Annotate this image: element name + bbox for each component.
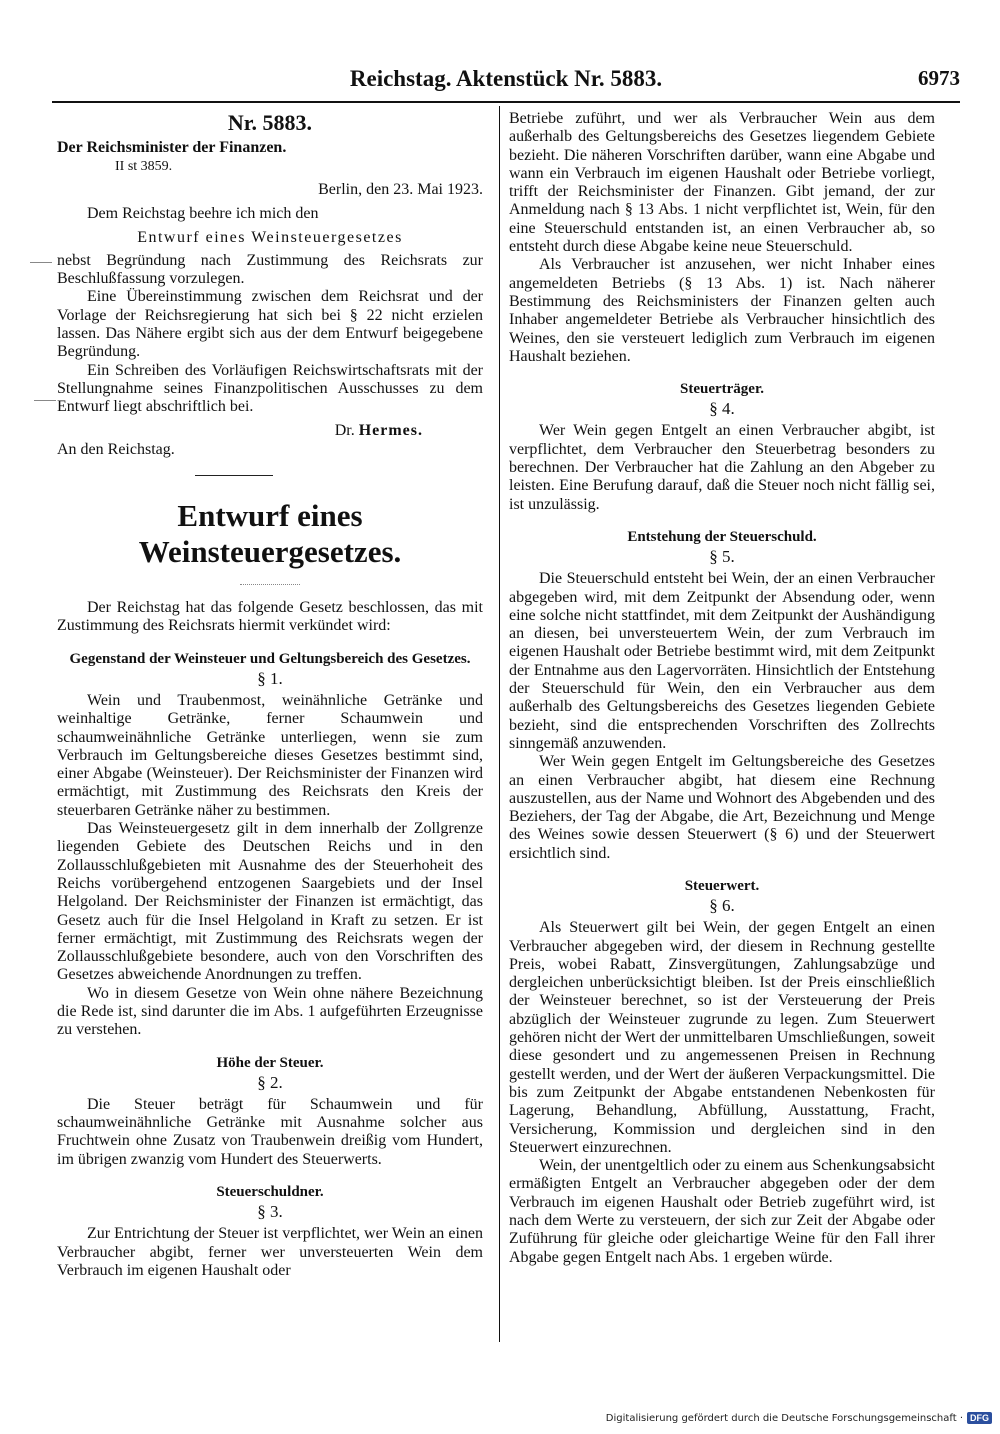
paragraph-number: § 6. [709,895,735,915]
credit-text: Digitalisierung gefördert durch die Deutsche Forschungsgemeinschaft · [605,1412,963,1424]
signature [57,422,483,440]
draft-heading: Entwurf eines Weinsteuergesetzes. [138,498,402,570]
letter-paragraph: Ein Schreiben des Vorläufigen Reichswirtschaftsrats mit der Stellungnahme seines Finanzpolitischen Ausschusses zu dem Entwurf liegt abschriftlich bei. [57,361,483,416]
law-paragraph: Wein und Traubenmost, weinähnliche Getränke und weinhaltige Getränke, ferner Schaumwein und schaumweinähnliche Getränke unterliegen, wenn sie zum Verbrauch im Geltungsbereiche dieses Gesetzes bestimmt sind, einer Abgabe (Weinsteuer). Der Reichsminister der Finanzen wird ermächtigt, mit Zustimmung des Reichsrats den Kreis der steuerbaren Getränke näher zu bestimmen. [57,691,483,819]
salutation: Dem Reichstag beehre ich mich den [87,205,319,223]
section-heading: Steuerwert. [684,877,760,894]
law-paragraph: Wo in diesem Gesetze von Wein ohne nähere Bezeichnung die Rede ist, sind darunter die im Abs. 1 aufgeführten Erzeugnisse zu verstehen. [57,984,483,1039]
column-divider [499,106,500,1342]
section-heading: Steuerschuldner. [216,1184,324,1201]
section-heading: Gegenstand der Weinsteuer und Geltungsbereich des Gesetzes. [69,650,471,667]
page-number: 6973 [918,66,960,90]
draft-title-spaced: Entwurf eines Weinsteuergesetzes [137,229,403,247]
section-heading: Steuerträger. [680,381,764,398]
paragraph-number: § 1. [257,668,283,688]
paragraph-number: § 4. [709,399,735,419]
law-paragraph: Zur Entrichtung der Steuer ist verpflichtet, wer Wein an einen Verbraucher abgibt, ferner wer unversteuerten Wein dem Verbrauch im eigenen Haushalt oder [57,1225,483,1279]
reference-number: II st 3859. [115,158,173,174]
letter-paragraph: nebst Begründung nach Zustimmung des Reichsrats zur Beschlußfassung vorzulegen. [57,251,483,288]
paragraph-number: § 5. [709,546,735,566]
paragraph-number: § 2. [257,1072,283,1092]
law-paragraph: Wein, der unentgeltlich oder zu einem aus Schenkungsabsicht ermäßigten Entgelt an Verbraucher abgegeben oder der dem Verbrauch im eigenen Haushalt oder Betrieb zugeführt wird, ist nach dem Werte zu versteuern, der sich zur Zeit der Abgabe oder Zuführung für gleiche oder gleichartige Weine für den Fall ihrer Abgabe gegen Entgelt nach Abs. 1 ergeben würde. [509,1157,935,1266]
law-paragraph: Wer Wein gegen Entgelt an einen Verbraucher abgibt, ist verpflichtet, dem Verbraucher den Steuerbetrag besonders zu berechnen. Der Verbraucher hat die Zahlung an den Abgeber zu leisten. Eine Berufung darauf, daß die Steuer noch nicht fällig sei, ist unzulässig. [509,422,935,513]
law-paragraph: Wer Wein gegen Entgelt im Geltungsbereiche des Gesetzes an einen Verbraucher abgibt, hat diesem eine Rechnung auszustellen, aus der Name und Wohnort des Abgebenden und des Beziehers, der Tag der Abgabe, die Art, Bezeichnung und Menge des Weines sowie dessen Steuerwert (§ 6) und der Steuerwert ersichtlich sind. [509,753,935,862]
sender: Der Reichsminister der Finanzen. [57,139,287,157]
preamble: Der Reichstag hat das folgende Gesetz beschlossen, das mit Zustimmung des Reichsrats hiermit verkündet wird: [57,599,483,635]
law-paragraph: Die Steuerschuld entsteht bei Wein, der an einen Verbraucher abgegeben wird, mit dem Zeitpunkt der Absendung oder, wenn eine solche nicht stattfindet, mit dem Zeitpunkt der Aushändigung an diesen, bei unversteuertem Wein, der zum Verbrauch im eigenen Haushalt oder Betriebe bestimmt wird, mit dem Zeitpunkt der Entnahme aus den Lagervorräten. Hinsichtlich der Entstehung der Steuerschuld für Wein, den ein Verbraucher aus dem außerhalb des Geltungsbereichs des Gesetzes liegenden Gebiete bezieht, sind die entsprechenden Vorschriften des Zollrechts sinngemäß anzuwenden. [509,570,935,752]
letter-date: Berlin, den 23. Mai 1923. [318,180,483,198]
header-rule [52,101,960,103]
section-heading: Höhe der Steuer. [216,1054,324,1071]
addressee: An den Reichstag. [57,440,175,458]
margin-mark [34,400,56,401]
law-paragraph: Die Steuer beträgt für Schaumwein und für schaumweinähnliche Getränke mit Ausnahme solcher aus Fruchtwein ohne Zusatz von Traubenwein dreißig vom Hundert, im übrigen zwanzig vom Hundert des Steuerwerts. [57,1095,483,1168]
document-number: Nr. 5883. [227,110,313,135]
margin-mark [30,262,52,263]
law-paragraph: Das Weinsteuergesetz gilt in dem innerhalb der Zollgrenze liegenden Gebiete des Deutschen Reichs und in den Zollausschlußgebieten mit Ausnahme des der Steuerhoheit des Reichs vorübergehend entzogenen Saargebiets und der Insel Helgoland. Der Reichsminister der Finanzen ist ermächtigt, das Gesetz auch für die Insel Helgoland in Kraft zu setzen. Er ist ferner ermächtigt, mit Zustimmung des Reichsrats wegen der Zollausschlußgebiete besondere, auch von den Vorschriften des Gesetzes abweichende Anordnungen zu treffen. [57,820,483,984]
right-column [509,110,935,1344]
letter-paragraph: Eine Übereinstimmung zwischen dem Reichsrat und der Vorlage der Reichsregierung hat sich bei § 22 nicht erzielen lassen. Das Nähere ergibt sich aus der dem Entwurf beigegebene Begründung. [57,288,483,361]
paragraph-number: § 3. [257,1202,283,1222]
law-paragraph: Als Verbraucher ist anzusehen, wer nicht Inhaber eines angemeldeten Betriebs (§ 13 Abs. 1) ist. Nach näherer Bestimmung des Reichsministers der Finanzen gelten auch Inhaber angemeldeter Betriebe als Verbraucher hinsichtlich des Weines, den sie versteuert lediglich zum Verbrauch im eigenen Haushalt beziehen. [509,256,935,365]
digitization-credit [606,1412,992,1424]
section-heading: Entstehung der Steuerschuld. [627,528,817,545]
dfg-logo-icon: DFG [967,1412,992,1424]
signature-name: Hermes. [358,422,423,440]
running-title: Reichstag. Aktenstück Nr. 5883. [349,66,663,91]
law-paragraph: Als Steuerwert gilt bei Wein, der gegen Entgelt an einen Verbraucher abgegeben wird, der diesem in Rechnung gestellte Preis, wobei Rabatt, Zinsvergütungen, Zahlungsabzüge und dergleichen unberücksichtigt bleiben. Ist der Preis einschließlich der Weinsteuer berechnet, so ist der Versteuerung der Preis abzüglich der Weinsteuer zugrunde zu legen. Zum Steuerwert gehören nicht der Wert der unmittelbaren Umschließungen, soweit diese gesondert und zu angemessenen Preisen in Rechnung gestellt werden, und der Wert der äußeren Verpackungsmittel. Die bis zum Zeitpunkt der Abgabe entstandenen Nebenkosten für Lagerung, Behandlung, Abfüllung, Ausstattung, Fracht, Versicherung, Kommission und dergleichen sind in den Steuerwert einzurechnen. [509,919,935,1156]
signature-prefix: Dr. [334,422,355,440]
left-column [57,110,483,1344]
law-paragraph: Betriebe zuführt, und wer als Verbraucher Wein aus dem außerhalb des Geltungsbereichs des Gesetzes liegendem Gebiete bezieht. Die näheren Vorschriften darüber, wann eine Abgabe und wann ein Verbrauch im eigenen Haushalt oder Betriebe vorliegt, trifft der Reichsminister der Finanzen. Gibt jemand, der zur Anmeldung nach § 13 Abs. 1 nicht verpflichtet ist, Wein, für den eine Steuerschuld entstanden ist, an einen Verbraucher ab, so entsteht durch diese Abgabe keine neue Steuerschuld. [509,110,935,256]
separator-rule [195,475,273,476]
running-header [52,58,960,98]
dotted-separator [240,584,300,585]
